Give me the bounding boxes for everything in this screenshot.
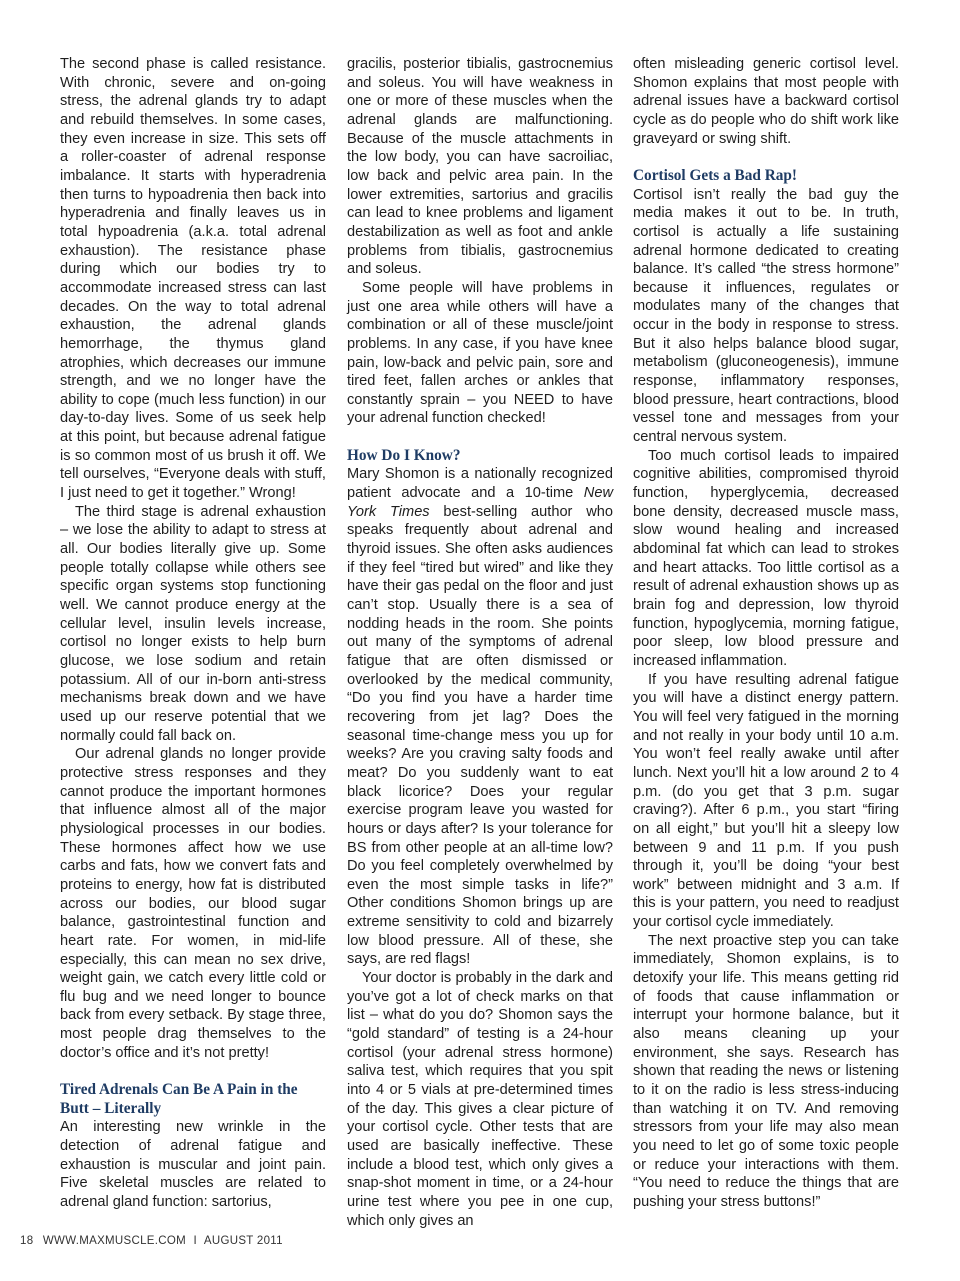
paragraph: often misleading generic cortisol level. Shomon explains that most people with adrenal issues have a backward cortisol cycle as do people who do shift work like graveyard or swing shift. xyxy=(633,56,899,147)
article-column-1 xyxy=(60,55,326,1212)
paragraph: The third stage is adrenal exhaustion – we lose the ability to adapt to stress at all. Our bodies literally give up. Some people totally collapse while others see specific organ systems stop functioning well. We cannot produce energy at the cellular level, insulin levels increase, cortisol no longer exists to help burn glucose, we lose sodium and retain potassium. All of our in-born anti-stress mechanisms break down and we have used up our reserve potential that we normally could fall back on. xyxy=(60,503,326,744)
section-heading: How Do I Know? xyxy=(347,446,461,464)
section-heading: Cortisol Gets a Bad Rap! xyxy=(633,166,798,184)
publication-title: New York Times xyxy=(347,485,613,520)
paragraph: The second phase is called resistance. With chronic, severe and on-going stress, the adrenal glands try to adapt and rebuild themselves. In some cases, they even increase in size. This sets off a roller-coaster of adrenal response imbalance. It starts with hyperadrenia then turns to hypoadrenia then back into hyperadrenia and finally leaves us in total hypoadrenia (a.k.a. total adrenal exhaustion). The resistance phase during which our bodies try to accommodate increased stress can last decades. On the way to total adrenal exhaustion, the adrenal glands hemorrhage, the thymus gland atrophies, which decreases our immune strength, and we no longer have the ability to cope (much less function) in our day-to-day lives. Some of us seek help at this point, but because adrenal fatigue is so common most of us brush it off. We tell ourselves, “Everyone deals with stuff, I just need to get it together.” Wrong! xyxy=(60,56,326,502)
paragraph: gracilis, posterior tibialis, gastrocnemius and soleus. You will have weakness in one or more of these muscles when the adrenal glands are malfunctioning. Because of the muscle attachments in the low body, you can have sacroiliac, low back and pelvic area pain. In the lower extremities, sartorius and gracilis can lead to knee problems and ligament destabilization as well as foot and ankle problems from tibialis, gastrocnemius and soleus. xyxy=(347,56,613,278)
issue-date: AUGUST 2011 xyxy=(203,1235,283,1247)
website-link[interactable]: WWW.MAXMUSCLE.COM xyxy=(42,1235,187,1247)
page-footer xyxy=(20,1235,283,1247)
article-column-3 xyxy=(633,55,899,1212)
page-number: 18 xyxy=(20,1235,34,1247)
article-column-2 xyxy=(347,55,613,1230)
paragraph: Cortisol isn’t really the bad guy the media makes it out to be. In truth, cortisol is actually a life sustaining adrenal hormone dedicated to creating balance. It’s called “the stress hormone” because it influences, regulates or modulates many of the changes that occur in the body in response to stress. But it also helps balance blood sugar, metabolism (gluconeogenesis), immune response, inflammatory responses, blood pressure, heart contractions, blood vessel tone and messages from your central nervous system. xyxy=(633,186,899,446)
footer-separator: I xyxy=(193,1235,198,1247)
paragraph: Too much cortisol leads to impaired cognitive abilities, compromised thyroid function, hyperglycemia, decreased bone density, decreased muscle mass, slow wound healing and increased abdominal fat which can lead to strokes and heart attacks. Too little cortisol as a result of adrenal exhaustion shows up as brain fog and depression, low thyroid function, hypoglycemia, morning fatigue, poor sleep, low blood pressure and increased inflammation. xyxy=(633,447,899,669)
paragraph: Your doctor is probably in the dark and you’ve got a lot of check marks on that list – what do you do? Shomon says the “gold standard” of testing is a 24-hour cortisol (your adrenal stress hormone) saliva test, which requires that you spit into 4 or 5 vials at pre-determined times of the day. This gives a clear picture of your cortisol cycle. Other tests that are used are basically ineffective. These include a blood test, which only gives a snap-shot moment in time, or a 24-hour urine test where you pee in one cup, which only gives an xyxy=(347,970,613,1229)
paragraph: The next proactive step you can take immediately, Shomon explains, is to detoxify your life. This means getting rid of foods that cause inflammation or interrupt your hormone balance, but it also means cleaning up your environment, she says. Research has shown that reading the news or listening to it on the radio is less stress-inducing than watching it on TV. And removing stressors from your life may also mean you need to let go of some toxic people or reduce your interactions with them. “You need to reduce the things that are pushing your stress buttons!” xyxy=(633,932,899,1210)
paragraph: Mary Shomon is a nationally recognized patient advocate and a 10-time New York Times best-selling author who speaks frequently about adrenal and thyroid issues. She often asks audiences if they feel “tired but wired” and like they have their gas pedal on the floor and just can’t stop. Usually there is a sea of nodding heads in the room. She points out many of the symptoms of adrenal fatigue that are often dismissed or overlooked by the medical community, “Do you find you have a harder time recovering from jet lag? Does the seasonal time-change mess you up for weeks? Are you craving salty foods and meat? Do you suddenly want to eat black licorice? Does your regular exercise program leave you wasted for hours or days after? Is your tolerance for BS from other people at an all-time low? Do you feel completely overwhelmed by even the most simple tasks in life?” Other conditions Shomon brings up are extreme sensitivity to cold and bizarrely low blood pressure. All of these, she says, are red flags! xyxy=(347,466,613,968)
paragraph: Some people will have problems in just one area while others will have a combination or all of these muscle/joint problems. In any case, if you have knee pain, low-back and pelvic pain, sore and tired feet, fallen arches or ankles that constantly sprain – you NEED to have your adrenal function checked! xyxy=(347,279,613,427)
section-heading: Tired Adrenals Can Be A Pain in the Butt – Literally xyxy=(60,1081,298,1117)
paragraph: If you have resulting adrenal fatigue you will have a distinct energy pattern. You will feel very fatigued in the morning and not really in your body until 10 a.m. You won’t feel really awake until after lunch. Next you’ll hit a low around 2 to 4 p.m. (do you get that 3 p.m. sugar craving?). After 6 p.m., you start “firing on all eight,” but you’ll hit a sleepy low between 9 and 11 p.m. If you push through it, you’ll be doing “your best work” between midnight and 3 a.m. If this is your pattern, you need to readjust your cortisol cycle immediately. xyxy=(633,671,899,931)
paragraph: Our adrenal glands no longer provide protective stress responses and they cannot produce the important hormones that influence almost all of the major physiological processes in our bodies. These hormones affect how we use carbs and fats, how we convert fats and proteins to energy, how fat is distributed across our bodies, our blood sugar balance, gastrointestinal function and heart rate. For women, in mid-life especially, this can mean no sex drive, weight gain, we catch every little cold or flu bug and we need longer to bounce back from every setback. By stage three, most people drag themselves to the doctor’s office and it’s not pretty! xyxy=(60,746,326,1061)
paragraph: An interesting new wrinkle in the detection of adrenal fatigue and exhaustion is muscular and joint pain. Five skeletal muscles are related to adrenal gland function: sartorius, xyxy=(60,1119,326,1210)
